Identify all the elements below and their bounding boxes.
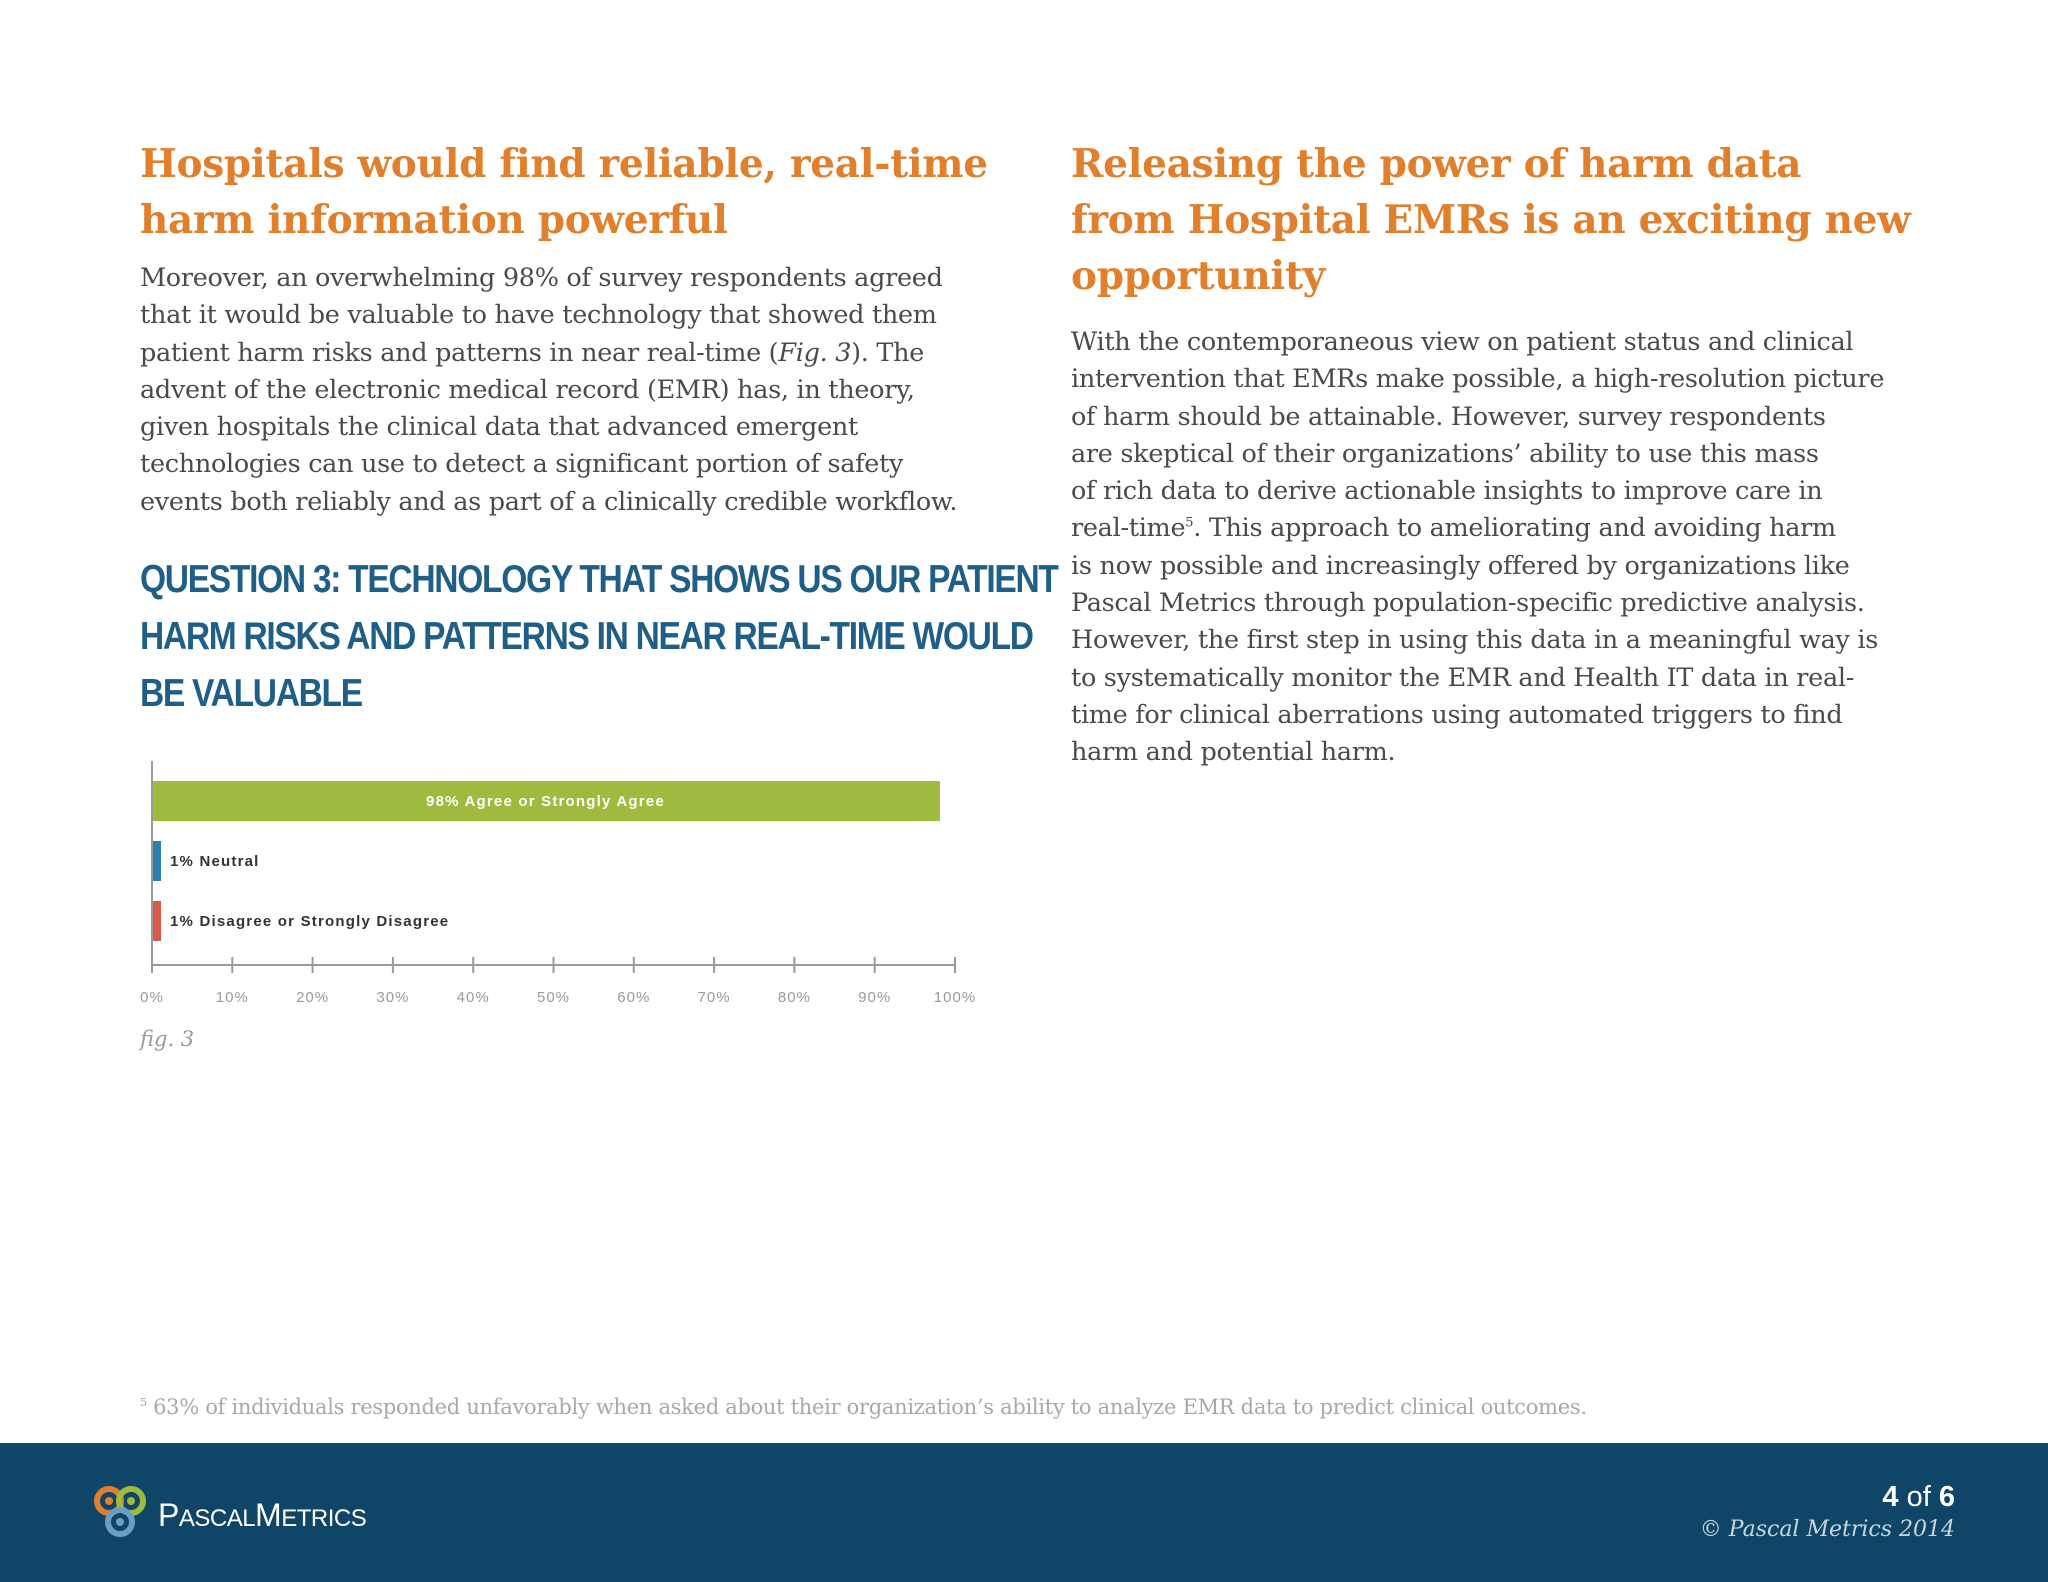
footnote-number: 5 (140, 1396, 147, 1409)
page-of: of (1906, 1481, 1931, 1513)
x-tick-label: 40% (456, 989, 490, 1006)
right-column (1071, 136, 1951, 772)
paragraph-line: are skeptical of their organizations’ ability to use this mass (1071, 438, 1819, 469)
paragraph-line (140, 335, 990, 372)
page-number (1882, 1481, 1955, 1514)
copyright: © Pascal Metrics 2014 (1699, 1517, 1955, 1542)
paragraph-line: Pascal Metrics through population-specific predictive analysis. (1071, 588, 1865, 619)
right-heading (1071, 136, 1951, 304)
x-tick-label: 90% (858, 989, 892, 1006)
question-line: BE VALUABLE (140, 672, 362, 716)
x-tick-label: 20% (296, 989, 330, 1006)
x-tick-label: 60% (617, 989, 651, 1006)
paragraph-line: technologies can use to detect a significant portion of safety (140, 449, 904, 480)
footnote (140, 1395, 1587, 1419)
figure-caption: fig. 3 (140, 1027, 195, 1051)
logo-circles-icon (92, 1483, 156, 1547)
x-tick-label: 0% (140, 989, 164, 1006)
x-tick-label: 50% (536, 989, 571, 1006)
paragraph-line: to systematically monitor the EMR and Health IT data in real- (1071, 662, 1855, 693)
right-heading-line: opportunity (1071, 253, 1326, 299)
question-heading (140, 551, 1058, 722)
left-heading-line: harm information powerful (140, 197, 728, 243)
paragraph-line: With the contemporaneous view on patient status and clinical (1071, 327, 1854, 357)
paragraph-line: advent of the electronic medical record (EMR) has, in theory, (140, 374, 915, 405)
pascal-metrics-logo (92, 1483, 412, 1547)
logo-letter: M (255, 1497, 282, 1533)
paragraph-line (1071, 510, 1951, 547)
paragraph-line: intervention that EMRs make possible, a high-resolution picture (1071, 364, 1885, 395)
paragraph-text: patient harm risks and patterns in near real-time ( (140, 337, 779, 368)
question-line: HARM RISKS AND PATTERNS IN NEAR REAL-TIME WOULD (140, 615, 1033, 659)
page-footer (0, 1443, 2048, 1582)
page-current: 4 (1882, 1481, 1899, 1513)
paragraph-line: However, the first step in using this data in a meaningful way is (1071, 625, 1879, 656)
page-total: 6 (1938, 1481, 1955, 1513)
right-heading-line: from Hospital EMRs is an exciting new (1071, 197, 1911, 243)
paragraph-text: real-time (1071, 513, 1186, 544)
paragraph-line: of rich data to derive actionable insights to improve care in (1071, 476, 1823, 507)
x-tick-label: 70% (697, 989, 731, 1006)
x-tick-label: 80% (777, 989, 811, 1006)
bar-data-label: 1% Neutral (170, 853, 260, 870)
paragraph-text: ). The (851, 337, 925, 368)
logo-wordmark (158, 1497, 366, 1534)
paragraph-line: harm and potential harm. (1071, 737, 1396, 768)
paragraph-line: events both reliably and as part of a clinically credible workflow. (140, 486, 958, 517)
question-line: QUESTION 3: TECHNOLOGY THAT SHOWS US OUR PATIENT (140, 558, 1058, 602)
left-paragraph (140, 260, 990, 521)
paragraph-line: that it would be valuable to have technology that showed them (140, 300, 937, 331)
left-heading-line: Hospitals would find reliable, real-time (140, 141, 988, 187)
paragraph-text: . This approach to ameliorating and avoiding harm (1193, 513, 1836, 544)
x-tick-label: 30% (376, 989, 410, 1006)
logo-letters: ASCAL (178, 1505, 256, 1532)
x-tick-label: 10% (215, 989, 249, 1006)
footnote-text: 63% of individuals responded unfavorably when asked about their organization’s ability to analyze EMR data to predict clinical outcomes. (153, 1395, 1587, 1419)
bar-data-label: 1% Disagree or Strongly Disagree (170, 913, 450, 930)
right-paragraph (1071, 324, 1951, 772)
paragraph-line: given hospitals the clinical data that advanced emergent (140, 412, 858, 443)
x-tick-label: 100% (933, 989, 977, 1006)
footnote-marker: 5 (1185, 515, 1194, 531)
right-heading-line: Releasing the power of harm data (1071, 141, 1802, 187)
bar-chart-svg (140, 755, 1000, 1015)
left-column (140, 136, 1058, 722)
logo-letters: ETRICS (281, 1505, 367, 1532)
figure-reference-link: Fig. 3 (778, 337, 852, 368)
logo-letter: P (158, 1497, 179, 1533)
paragraph-line: Moreover, an overwhelming 98% of survey respondents agreed (140, 263, 943, 293)
bar-chart (140, 755, 1000, 1015)
bar-data-label: 98% Agree or Strongly Agree (426, 793, 665, 810)
bar (153, 841, 161, 881)
paragraph-line: is now possible and increasingly offered by organizations like (1071, 550, 1850, 581)
left-heading (140, 136, 990, 248)
paragraph-line: of harm should be attainable. However, survey respondents (1071, 401, 1826, 432)
paragraph-line: time for clinical aberrations using automated triggers to find (1071, 699, 1843, 730)
bar (153, 901, 161, 941)
